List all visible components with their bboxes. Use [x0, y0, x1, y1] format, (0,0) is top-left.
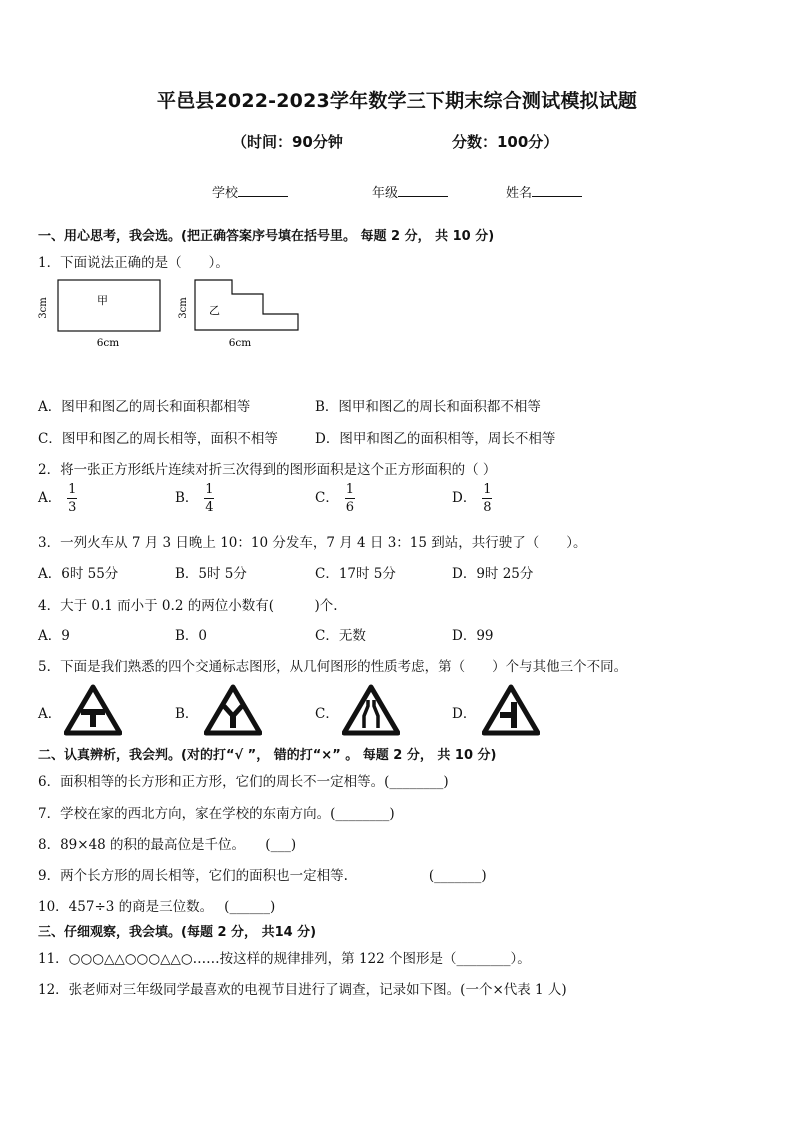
section-2-heading: 二、认真辨析，我会判。(对的打“√ ”， 错的打“×” 。 每题 2 分， 共 10 分) — [38, 748, 497, 763]
figure-yi-label: 乙 — [209, 304, 220, 317]
question-4-option-c[interactable]: C．无数 — [315, 628, 366, 644]
fraction — [482, 482, 492, 515]
grade-field[interactable] — [372, 182, 448, 201]
traffic-sign-side-road-icon[interactable] — [482, 684, 540, 736]
grade-blank[interactable] — [398, 184, 448, 197]
question-6: 6．面积相等的长方形和正方形，它们的周长不一定相等。(________) — [38, 774, 449, 790]
name-label: 姓名 — [506, 186, 533, 201]
question-5-option-c-label[interactable]: C． — [315, 706, 339, 722]
question-2-option-a[interactable] — [38, 482, 77, 515]
question-8: 8．89×48 的积的最高位是千位。 (___) — [38, 837, 297, 853]
figure-yi-height: 3cm — [178, 297, 189, 319]
fraction — [67, 482, 77, 515]
traffic-sign-y-junction-icon[interactable] — [204, 684, 262, 736]
fraction — [345, 482, 355, 515]
figure-jia-rectangle — [58, 280, 160, 331]
question-1: 1．下面说法正确的是（ ）。 — [38, 255, 229, 271]
option-letter: B． — [175, 490, 199, 506]
question-1-option-b[interactable]: B．图甲和图乙的周长和面积都不相等 — [315, 399, 541, 415]
question-3: 3．一列火车从 7 月 3 日晚上 10：10 分发车，7 月 4 日 3：15 到站，共行驶了（ ）。 — [38, 535, 587, 551]
figure-jia-height: 3cm — [38, 297, 49, 319]
numerator: 1 — [483, 482, 492, 497]
exam-score: 分数：100分） — [452, 133, 559, 151]
school-label: 学校 — [212, 186, 239, 201]
school-field[interactable] — [212, 182, 288, 201]
question-9: 9．两个长方形的周长相等，它们的面积也一定相等. (_______) — [38, 868, 487, 884]
section-3-heading: 三、仔细观察，我会填。(每题 2 分， 共14 分) — [38, 925, 317, 940]
page-title: 平邑县2022-2023学年数学三下期末综合测试模拟试题 — [156, 90, 638, 112]
numerator: 1 — [205, 482, 214, 497]
figure-yi-width: 6cm — [228, 337, 252, 349]
question-4-option-a[interactable]: A．9 — [38, 628, 70, 644]
numerator: 1 — [68, 482, 77, 497]
question-7: 7．学校在家的西北方向，家在学校的东南方向。(________) — [38, 806, 395, 822]
question-1-option-d[interactable]: D．图甲和图乙的面积相等，周长不相等 — [315, 431, 556, 447]
denominator: 8 — [483, 500, 492, 515]
option-letter: D． — [452, 490, 477, 506]
figure-jia-label: 甲 — [97, 294, 108, 307]
question-2-option-c[interactable] — [315, 482, 355, 515]
question-1-option-a[interactable]: A．图甲和图乙的周长和面积都相等 — [38, 399, 251, 415]
question-3-option-c[interactable]: C．17时 5分 — [315, 566, 396, 582]
traffic-sign-road-narrows-icon[interactable] — [342, 684, 400, 736]
question-2: 2．将一张正方形纸片连续对折三次得到的图形面积是这个正方形面积的（ ） — [38, 462, 497, 478]
option-letter: C． — [315, 490, 339, 506]
question-5-option-a-label[interactable]: A． — [38, 706, 62, 722]
name-field[interactable] — [506, 182, 582, 201]
denominator: 3 — [68, 500, 77, 515]
question-4-option-b[interactable]: B．0 — [175, 628, 208, 644]
question-2-option-b[interactable] — [175, 482, 214, 515]
question-4: 4．大于 0.1 而小于 0.2 的两位小数有( )个. — [38, 598, 338, 614]
question-4-option-d[interactable]: D．99 — [452, 628, 494, 644]
question-1-option-c[interactable]: C．图甲和图乙的周长相等，面积不相等 — [38, 431, 278, 447]
question-1-figures — [34, 272, 314, 356]
grade-label: 年级 — [372, 186, 399, 201]
exam-time: （时间：90分钟 — [232, 133, 343, 151]
fraction — [204, 482, 214, 515]
question-12: 12．张老师对三年级同学最喜欢的电视节目进行了调查，记录如下图。(一个×代表 1 人) — [38, 982, 567, 998]
option-letter: A． — [38, 490, 62, 506]
question-3-option-b[interactable]: B．5时 5分 — [175, 566, 247, 582]
question-2-option-d[interactable] — [452, 482, 492, 515]
section-1-heading: 一、用心思考，我会选。(把正确答案序号填在括号里。 每题 2 分， 共 10 分) — [38, 229, 495, 244]
question-10: 10．457÷3 的商是三位数。 (______) — [38, 899, 276, 915]
question-5-option-d-label[interactable]: D． — [452, 706, 477, 722]
question-3-option-a[interactable]: A．6时 55分 — [38, 566, 119, 582]
school-blank[interactable] — [238, 184, 288, 197]
question-5: 5．下面是我们熟悉的四个交通标志图形，从几何图形的性质考虑，第（ ）个与其他三个不同。 — [38, 659, 628, 675]
name-blank[interactable] — [532, 184, 582, 197]
question-5-option-b-label[interactable]: B． — [175, 706, 199, 722]
question-11: 11．○○○△△○○○△△○……按这样的规律排列，第 122 个图形是（________）。 — [38, 951, 531, 967]
traffic-sign-t-junction-icon[interactable] — [64, 684, 122, 736]
denominator: 4 — [205, 500, 214, 515]
question-3-option-d[interactable]: D．9时 25分 — [452, 566, 534, 582]
denominator: 6 — [345, 500, 354, 515]
numerator: 1 — [345, 482, 354, 497]
figure-jia-width: 6cm — [96, 337, 120, 349]
